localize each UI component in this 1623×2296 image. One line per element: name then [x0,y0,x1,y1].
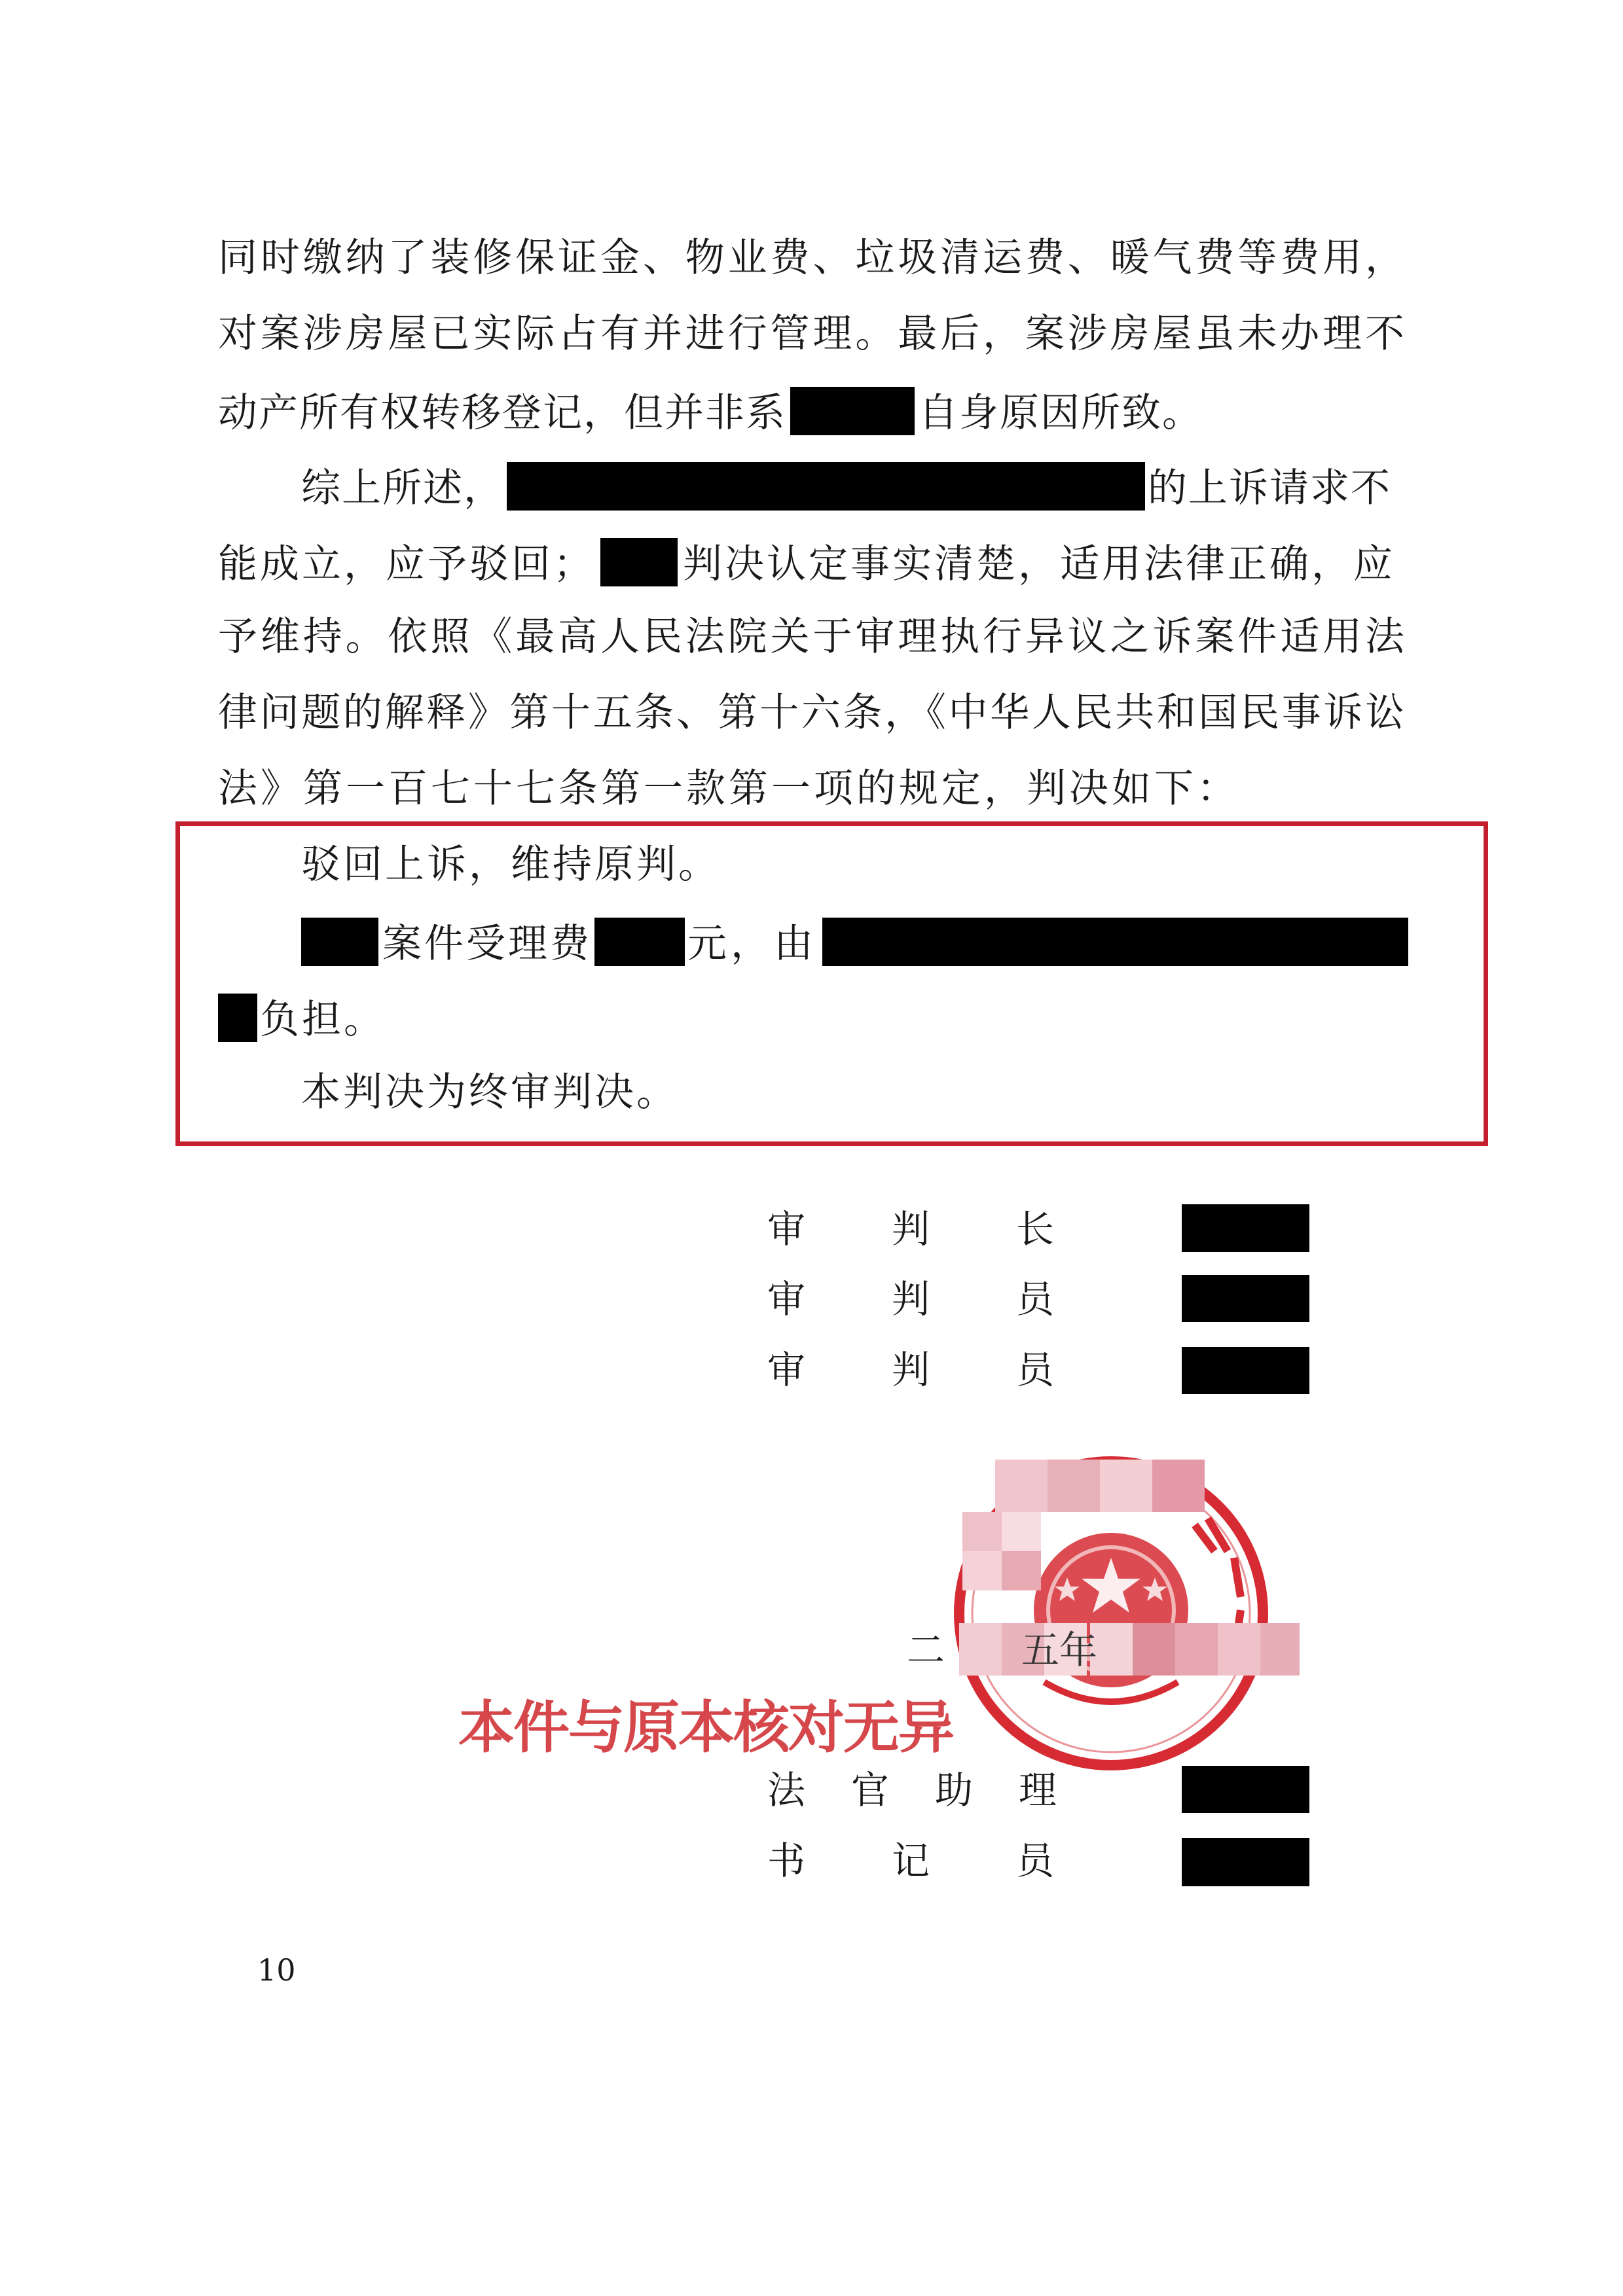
redaction-block [594,918,685,966]
redaction-block [600,538,678,586]
body-line-3-end: 自身原因所致。 [919,390,1203,436]
body-line-4 [301,462,1391,511]
body-line-6: 予维持。依照《最高人民法院关于审理执行异议之诉案件适用法 [218,614,1404,660]
page-number: 10 [257,1952,296,1988]
redaction-block [1182,1838,1309,1886]
body-line-2: 对案涉房屋已实际占有并进行管理。最后，案涉房屋虽未办理不 [218,311,1404,357]
body-line-4-end: 的上诉请求不 [1148,465,1391,511]
sig-char: 判 [892,1207,930,1251]
body-line-8: 法》第一百七十七条第一款第一项的规定，判决如下： [218,766,1239,812]
ruling-line-4: 本判决为终审判决。 [301,1069,678,1115]
sig-char: 记 [892,1839,930,1883]
sig-char: 员 [1016,1348,1055,1392]
body-line-1: 同时缴纳了装修保证金、物业费、垃圾清运费、暖气费等费用， [218,235,1404,281]
privacy-mosaic [995,1460,1205,1512]
body-line-5-end: 判决认定事实清楚，适用法律正确，应 [683,541,1395,587]
body-line-7: 律问题的解释》第十五条、第十六条，《中华人民共和国民事诉讼 [218,690,1404,736]
redaction-block [1182,1275,1309,1322]
verification-stamp-text: 本件与原本核对无异 [458,1695,953,1761]
ruling-line-1: 驳回上诉，维持原判。 [301,842,720,888]
sig-char: 助 [935,1768,974,1812]
sig-char: 长 [1016,1207,1055,1251]
redaction-block [822,918,1408,966]
body-line-3-start: 动产所有权转移登记，但并非系 [218,390,786,436]
sig-char: 官 [851,1768,890,1812]
sig-char: 员 [1016,1277,1055,1321]
ruling-burden-text: 负担。 [260,997,386,1043]
sig-char: 员 [1016,1839,1055,1883]
redaction-block [301,918,378,966]
ruling-line-2 [301,918,1408,967]
sig-char: 审 [767,1348,806,1392]
body-line-3 [218,387,1203,436]
date-char-1: 二 [907,1628,945,1672]
redaction-block [1182,1204,1309,1252]
sig-char: 理 [1019,1768,1057,1812]
redaction-block [790,387,915,435]
body-line-4-start: 综上所述， [301,465,504,511]
redaction-block [1182,1347,1309,1394]
ruling-fee-unit: 元，由 [687,921,817,967]
privacy-mosaic [962,1512,1041,1590]
sig-char: 判 [892,1348,930,1392]
sig-char: 判 [892,1277,930,1321]
redaction-block [1182,1766,1309,1813]
sig-char: 审 [767,1277,806,1321]
redaction-block [218,994,257,1042]
redaction-block [507,462,1145,511]
sig-char: 审 [767,1207,806,1251]
ruling-line-3 [218,994,386,1043]
body-line-5-start: 能成立，应予驳回； [218,541,595,587]
body-line-5 [218,538,1395,587]
privacy-mosaic [959,1623,1300,1676]
ruling-fee-label: 案件受理费 [382,921,592,967]
sig-char: 书 [767,1839,806,1883]
sig-char: 法 [767,1768,806,1812]
date-char-2: 五年 [1021,1628,1098,1672]
